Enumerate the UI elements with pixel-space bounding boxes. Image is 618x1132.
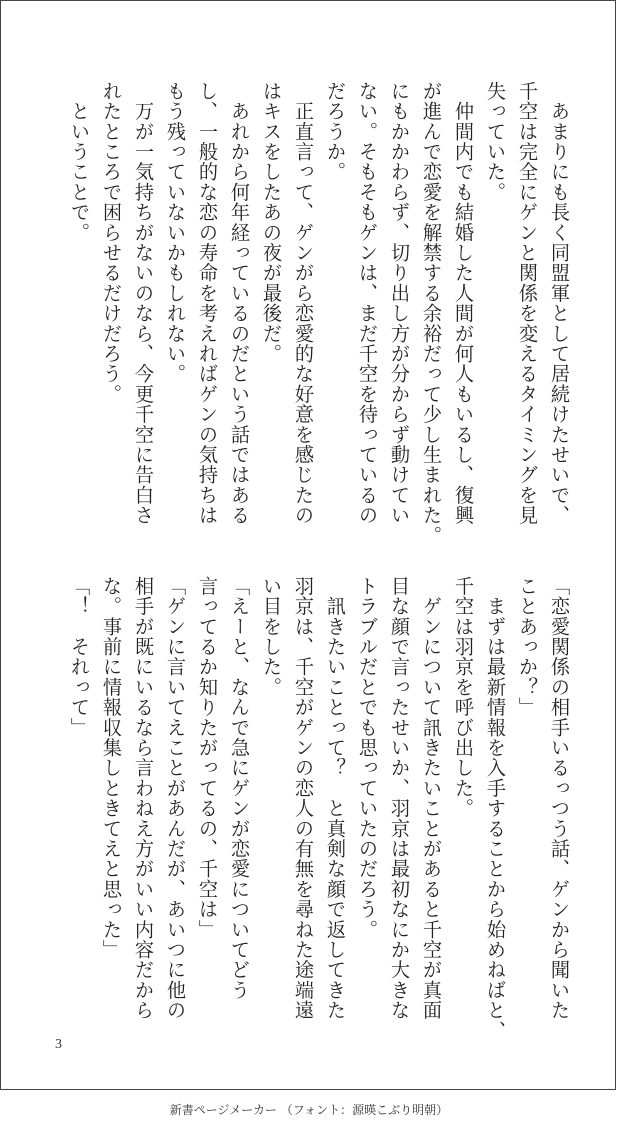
body-text-lower: 「恋愛関係の相手いるっつう話、ゲンから聞いた ことあっか？」 まずは最新情報を入手することから始めねばと、 千空は羽京を呼び出した。 ゲンについて訊きたいことがあると千空が真面 目な顔で言ったせいか、羽京は最初なにか大きな トラブルだとでも思っていたのだろう。 訊きたいことって？ と真剣な顔で返してきた 羽京は、千空がゲンの恋人の有無を尋ねた途端遠 い目をした。 「えーと、なんで急にゲンが恋愛についてどう 言ってるか知りたがってるの、千空は」 「ゲンに言いてえことがあんだが、あいつに他の 相手が既にいるなら言わねえ方がいい内容だから な。事前に情報収集しときてえと思った」 「！ それって」 [68,576,571,1041]
footer-credit: 新書ページメーカー （フォント：源暎こぶり明朝） [169,1103,449,1117]
page-number: 3 [55,1037,62,1052]
body-text-upper: あまりにも長く同盟軍として居続けたせいで、 千空は完全にゲンと関係を変えるタイミングを見 失っていた。 仲間内でも結婚した人間が何人もいるし、復興 が進んで恋愛を解禁する余裕だって少し生まれた。 にもかかわらず、切り出し方が分からず動けてい ない。そもそもゲンは、まだ千空を待っているの だろうか。 正直言って、ゲンがら恋愛的な好意を感じたの はキスをしたあの夜が最後だ。 あれから何年経っているのだという話ではある し、一般的な恋の寿命を考えればゲンの気持ちは もう残っていないかもしれない。 万が一気持ちがないのなら、今更千空に告白さ れたところで困らせるだけだろう。 ということで。 [68,81,571,546]
